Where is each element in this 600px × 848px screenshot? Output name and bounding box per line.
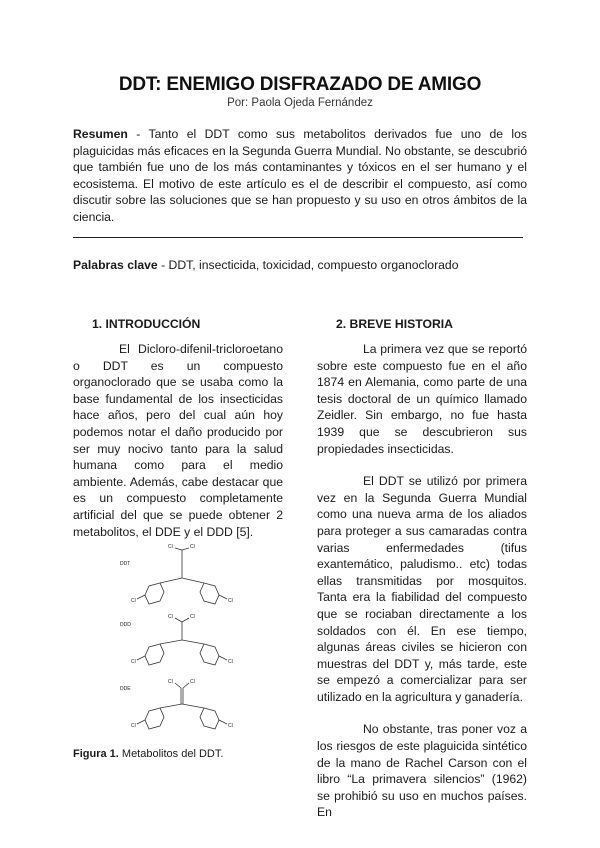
chlorine-atom: Cl	[131, 723, 136, 729]
chlorine-atom: Cl	[190, 679, 195, 685]
intro-column	[73, 341, 283, 540]
history-column	[317, 341, 527, 821]
ddt-structure	[137, 548, 227, 604]
dde-structure	[137, 683, 227, 729]
chlorine-atom: Cl	[168, 679, 173, 685]
ddt-metabolites-figure	[118, 540, 248, 745]
chlorine-atom: Cl	[131, 659, 136, 665]
chlorine-atom: Cl	[228, 659, 233, 665]
ddd-label: DDD	[120, 622, 131, 628]
chlorine-atom: Cl	[190, 544, 195, 550]
history-paragraph-2: El DDT se utilizó por primera vez en la Segunda Guerra Mundial como una nueva arma de los aliados para proteger a sus camaradas contra varias enfermedades (tifus exantemático, paludismo.. etc) todas ellas transmitidas por mosquitos. Tanta era la fiabilidad del compuesto que se rociaban directamente a los soldados con él. En ese tiempo, algunas áreas civiles se hicieron con muestras del DDT y, más tarde, este se empezó a comercializar para ser utilizado en la agricultura y ganadería.	[317, 474, 527, 704]
ddt-label: DDT	[120, 561, 131, 567]
abstract-label: Resumen	[73, 127, 128, 141]
history-paragraph-1: La primera vez que se reportó sobre este compuesto fue en el año 1874 en Alemania, como parte de una tesis doctoral de un químico llamado Zeidler. Sin embargo, no fue hasta 1939 que se descubrieron sus propiedades insecticidas.	[317, 342, 527, 456]
abstract-text: - Tanto el DDT como sus metabolitos derivados fue uno de los plaguicidas más eficaces en la Segunda Guerra Mundial. No obstante, se descubrió que también fue uno de los más contaminantes y tóxicos en el ser humano y el ecosistema. El motivo de este artículo es el de describir el compuesto, así como discutir sobre las soluciones que se han propuesto y su uso en otros ámbitos de la ciencia.	[73, 127, 527, 224]
intro-paragraph: El Dicloro-difenil-tricloroetano o DDT es un compuesto organoclorado que se usaba como la base fundamental de los insecticidas hace años, pero del cual aún hoy podemos notar el daño producido por ser muy nocivo tanto para la salud humana como para el medio ambiente. Además, cabe destacar que es un compuesto completamente artificial del que se puede obtener 2 metabolitos, el DDE y el DDD [5].	[73, 342, 283, 539]
chlorine-atom: Cl	[168, 614, 173, 620]
dde-label: DDE	[120, 686, 131, 692]
section-divider	[73, 237, 523, 238]
intro-heading: 1. INTRODUCCIÓN	[92, 317, 201, 331]
chlorine-atom: Cl	[228, 598, 233, 604]
chlorine-atom: Cl	[190, 614, 195, 620]
chlorine-atom: Cl	[228, 723, 233, 729]
figure-caption-text: Metabolitos del DDT.	[118, 748, 224, 760]
history-heading: 2. BREVE HISTORIA	[336, 317, 453, 331]
history-paragraph-3: No obstante, tras poner voz a los riesgos de este plaguicida sintético de la mano de Rachel Carson con el libro “La primavera silencios” (1962) se prohibió su uso en muchos países. En	[317, 722, 527, 820]
keywords-label: Palabras clave	[73, 258, 158, 272]
figure-caption-label: Figura 1.	[73, 748, 119, 760]
paper-author: Por: Paola Ojeda Fernández	[227, 97, 373, 109]
figure-caption	[73, 748, 223, 760]
keywords	[73, 258, 458, 272]
paper-title: DDT: ENEMIGO DISFRAZADO DE AMIGO	[118, 74, 482, 95]
chlorine-atom: Cl	[131, 598, 136, 604]
abstract	[73, 126, 527, 226]
keywords-text: - DDT, insecticida, toxicidad, compuesto organoclorado	[157, 258, 459, 272]
chlorine-atom: Cl	[168, 544, 173, 550]
ddd-structure	[137, 618, 227, 665]
